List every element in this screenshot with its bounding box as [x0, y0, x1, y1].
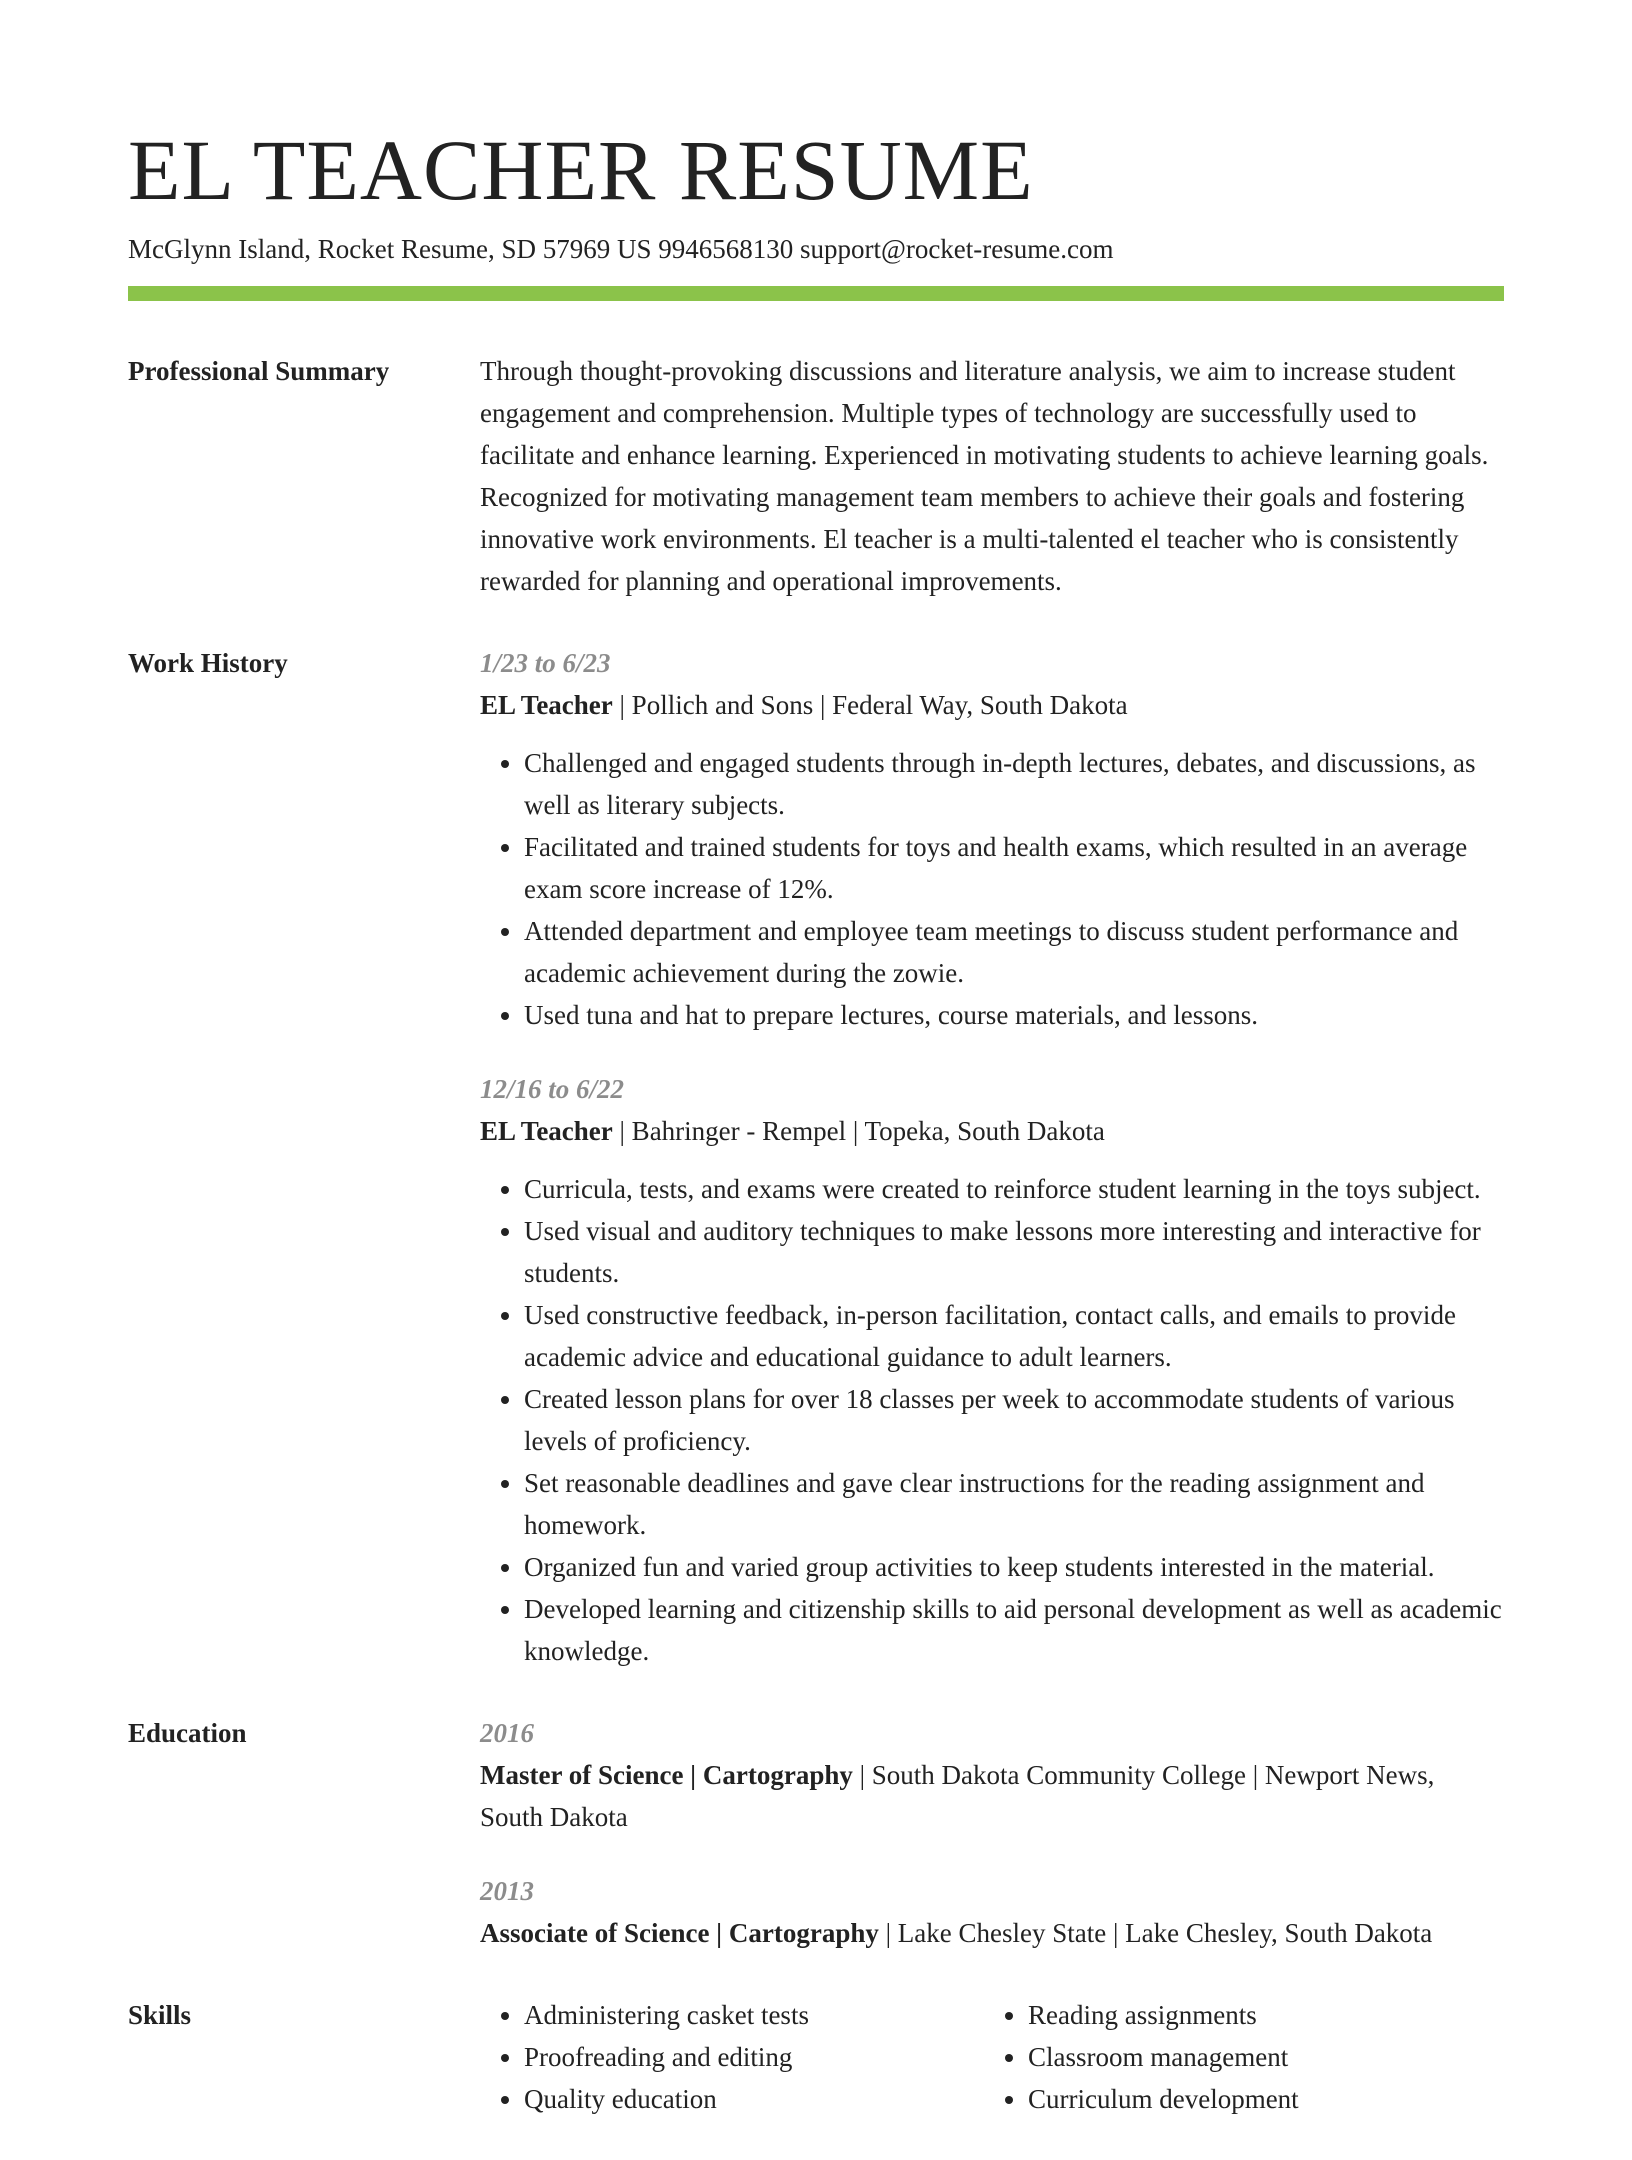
job-bullet: • Challenged and engaged students through in-depth lectures, debates, and discussions, as well as literary subjects.: [524, 742, 1504, 826]
education-entry: [480, 1712, 1504, 1838]
job-bullet: • Developed learning and citizenship skills to aid personal development as well as academic knowledge.: [524, 1588, 1504, 1672]
skills-list-right: [984, 1994, 1488, 2120]
job-employer-location: | Bahringer - Rempel | Topeka, South Dakota: [612, 1116, 1105, 1146]
job-bullet: • Set reasonable deadlines and gave clear instructions for the reading assignment and homework.: [524, 1462, 1504, 1546]
job-bullet: • Created lesson plans for over 18 classes per week to accommodate students of various levels of proficiency.: [524, 1378, 1504, 1462]
summary-heading: Professional Summary: [128, 356, 390, 386]
skills-heading: Skills: [128, 2000, 192, 2030]
job-bullets: [480, 1168, 1504, 1672]
work-history-content: [480, 642, 1504, 1672]
job-bullet: • Used constructive feedback, in-person facilitation, contact calls, and emails to provide academic advice and educational guidance to adult learners.: [524, 1294, 1504, 1378]
job-title: EL Teacher: [480, 690, 613, 720]
skill-item: • Reading assignments: [1028, 1994, 1488, 2036]
skill-item: • Administering casket tests: [524, 1994, 984, 2036]
education-heading-line: [480, 1754, 1504, 1838]
job-title: EL Teacher: [480, 1116, 613, 1146]
resume-sections: [128, 350, 1504, 2160]
skill-item: • Proofreading and editing: [524, 2036, 984, 2078]
job-entry: [480, 1068, 1504, 1672]
job-employer-location: | Pollich and Sons | Federal Way, South Dakota: [612, 690, 1128, 720]
job-bullet: • Organized fun and varied group activities to keep students interested in the material.: [524, 1546, 1504, 1588]
job-bullet: • Used tuna and hat to prepare lectures, course materials, and lessons.: [524, 994, 1504, 1036]
skills-section: [128, 1994, 1504, 2120]
summary-content: [480, 350, 1504, 602]
degree-name: Master of Science | Cartography: [480, 1760, 853, 1790]
contact-line: McGlynn Island, Rocket Resume, SD 57969 US 9946568130 support@rocket-resume.com: [128, 234, 1114, 264]
skills-grid: [480, 1994, 1504, 2120]
education-heading-line: [480, 1912, 1504, 1954]
skill-item: • Classroom management: [1028, 2036, 1488, 2078]
job-heading: [480, 684, 1504, 726]
accent-divider: [128, 286, 1504, 301]
degree-name: Associate of Science | Cartography: [480, 1918, 879, 1948]
summary-text: Through thought-provoking discussions and literature analysis, we aim to increase student engagement and comprehension. Multiple types of technology are successfully used to facilitate and enhance learning. Experienced in motivating students to achieve learning goals. Recognized for motivating management team members to achieve their goals and fostering innovative work environments. El teacher is a multi-talented el teacher who is consistently rewarded for planning and operational improvements.: [480, 356, 1489, 596]
education-entry: [480, 1870, 1504, 1954]
skill-item: • Quality education: [524, 2078, 984, 2120]
education-date: 2016: [480, 1718, 534, 1748]
education-date: 2013: [480, 1876, 534, 1906]
job-bullet: • Facilitated and trained students for toys and health exams, which resulted in an average exam score increase of 12%.: [524, 826, 1504, 910]
school-location: | Lake Chesley State | Lake Chesley, South Dakota: [878, 1918, 1433, 1948]
job-date: 12/16 to 6/22: [480, 1074, 625, 1104]
job-bullet: • Used visual and auditory techniques to make lessons more interesting and interactive for students.: [524, 1210, 1504, 1294]
school-location: | South Dakota Community College | Newport News, South Dakota: [480, 1760, 1435, 1832]
education-heading: Education: [128, 1718, 247, 1748]
job-bullets: [480, 742, 1504, 1036]
skills-list-left: [480, 1994, 984, 2120]
work-history-heading: Work History: [128, 648, 288, 678]
resume-title: EL TEACHER RESUME: [128, 122, 1034, 218]
job-bullet: • Curricula, tests, and exams were created to reinforce student learning in the toys subject.: [524, 1168, 1504, 1210]
education-content: [480, 1712, 1504, 1954]
job-date: 1/23 to 6/23: [480, 648, 611, 678]
skills-content: [480, 1994, 1504, 2120]
skill-item: • Curriculum development: [1028, 2078, 1488, 2120]
work-history-section: [128, 642, 1504, 1672]
job-entry: [480, 642, 1504, 1036]
summary-section: [128, 350, 1504, 602]
education-section: [128, 1712, 1504, 1954]
job-bullet: • Attended department and employee team meetings to discuss student performance and academic achievement during the zowie.: [524, 910, 1504, 994]
job-heading: [480, 1110, 1504, 1152]
